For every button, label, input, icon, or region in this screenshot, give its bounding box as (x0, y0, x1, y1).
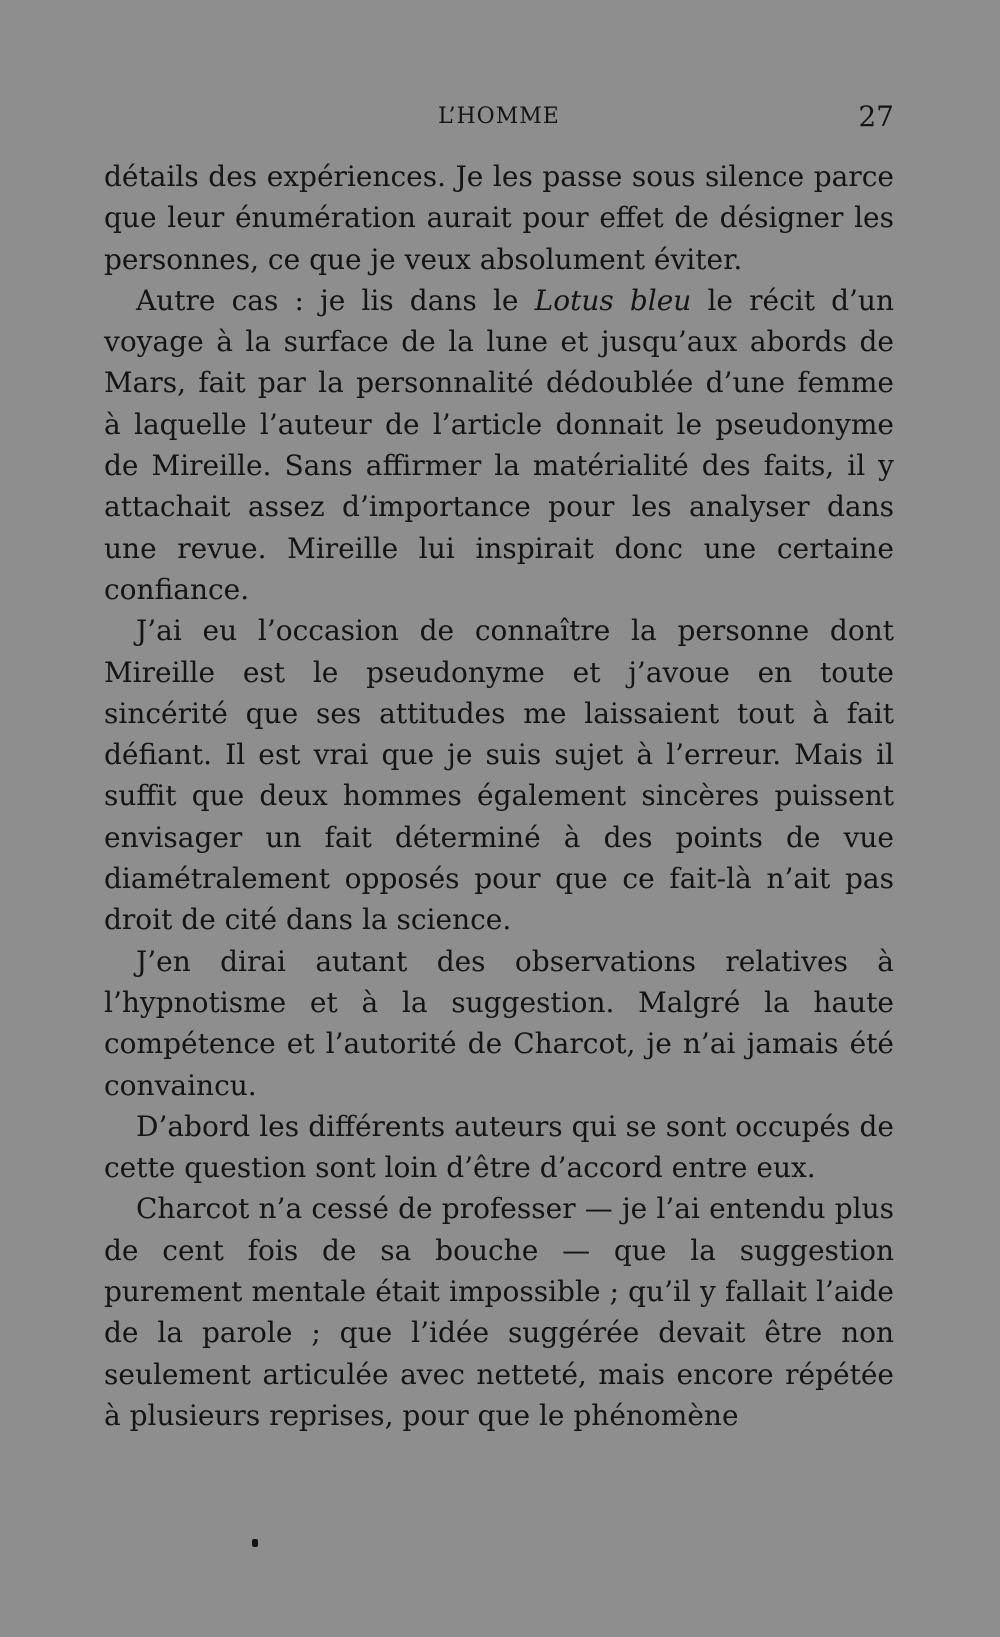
running-title: L’HOMME (438, 104, 560, 129)
body-text (104, 156, 894, 1436)
paragraph-2 (104, 280, 894, 610)
paragraph-6: Charcot n’a cessé de professer — je l’ai entendu plus de cent fois de sa bouche — que la suggestion purement mentale était impossible ; qu’il y fallait l’aide de la parole ; que l’idée suggérée devait être non seulement articulée avec netteté, mais encore répétée à plusieurs reprises, pour que le phénomène (104, 1192, 894, 1432)
paragraph-5: D’abord les différents auteurs qui se sont occupés de cette question sont loin d’être d’accord entre eux. (104, 1109, 894, 1185)
paragraph-4: J’en dirai autant des observations relatives à l’hypnotisme et à la suggestion. Malgré la haute compétence et l’autorité de Charcot, je n’ai jamais été convaincu. (104, 944, 894, 1102)
journal-title: Lotus bleu (534, 283, 692, 317)
paragraph-3: J’ai eu l’occasion de connaître la personne dont Mireille est le pseudonyme et j’avoue en toute sincérité que ses attitudes me laissaient tout à fait défiant. Il est vrai que je suis sujet à l’erreur. Mais il suffit que deux hommes également sincères puissent envisager un fait déterminé à des points de vue diamétralement opposés pour que ce fait-là n’ait pas droit de cité dans la science. (104, 614, 894, 937)
paragraph-1: détails des expériences. Je les passe sous silence parce que leur énumération aurait pour effet de désigner les personnes, ce que je veux absolument éviter. (104, 160, 894, 276)
paragraph-2-rest: le récit d’un voyage à la surface de la lune et jusqu’aux abords de Mars, fait par la personnalité dédoublée d’une femme à laquelle l’auteur de l’article donnait le pseudonyme de Mireille. Sans affirmer la matérialité des faits, il y attachait assez d’importance pour les analyser dans une revue. Mireille lui inspirait donc une certaine confiance. (104, 283, 894, 606)
running-head (104, 100, 894, 140)
page-number: 27 (858, 100, 894, 133)
paragraph-2-start: Autre cas : je lis dans le (136, 283, 519, 317)
ink-speck (252, 1539, 258, 1547)
